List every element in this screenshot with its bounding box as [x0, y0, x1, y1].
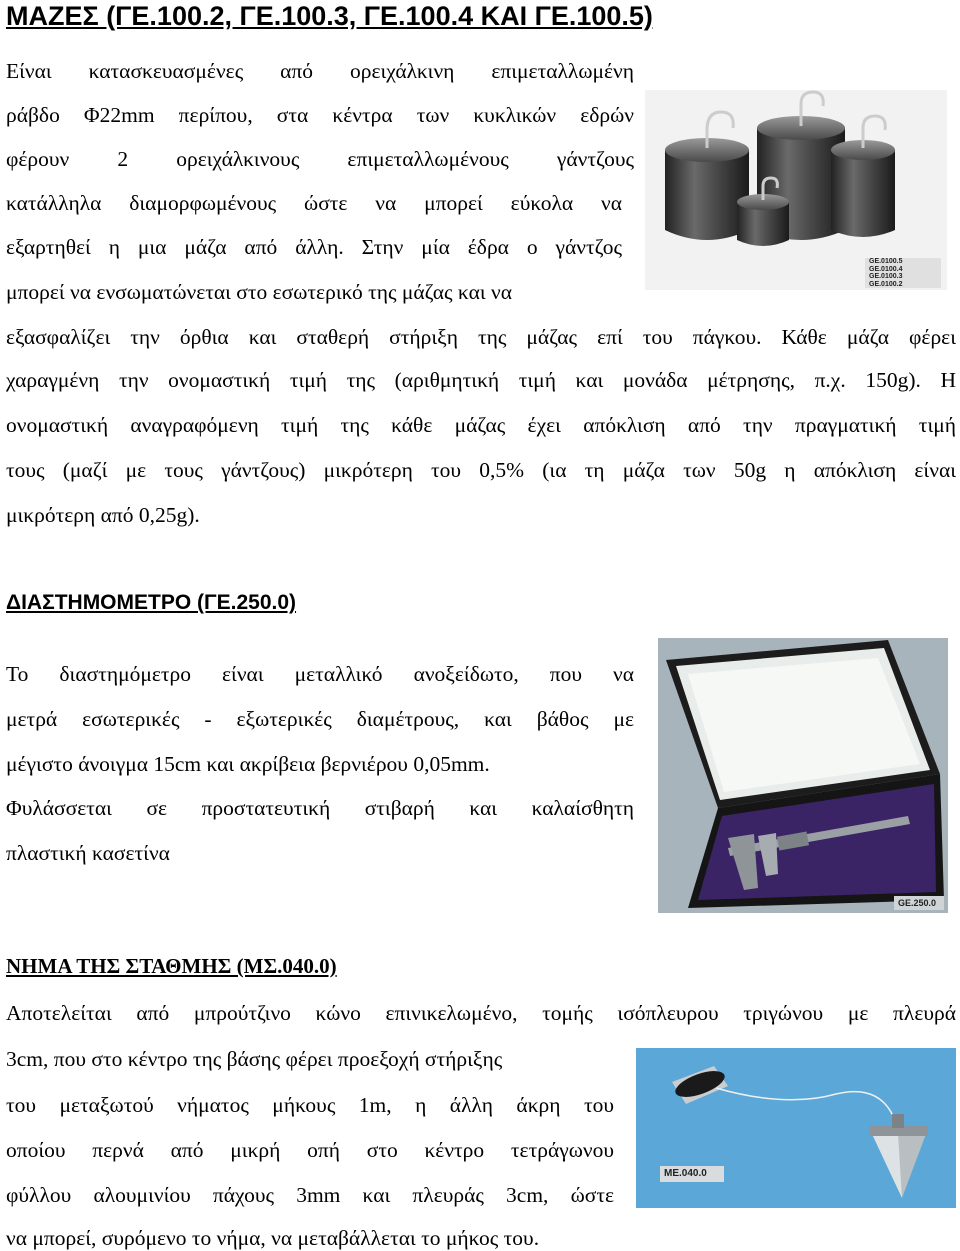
masses-photo — [645, 90, 947, 290]
paragraph-line: τους (μαζί με τους γάντζους) μικρότερη του 0,5% (ια τη μάζα των 50g η απόκλιση είναι — [6, 458, 956, 482]
paragraph-line: κατάλληλα διαμορφωμένους ώστε να μπορεί εύκολα να — [6, 191, 622, 215]
plumb-label: ME.040.0 — [664, 1168, 707, 1179]
paragraph-line: Είναι κατασκευασμένες από ορειχάλκινη επιμεταλλωμένη — [6, 59, 634, 83]
paragraph-line: εξαρτηθεί η μια μάζα από άλλη. Στην μία έδρα ο γάντζος — [6, 235, 622, 259]
section-heading-plumb: ΝΗΜΑ ΤΗΣ ΣΤΑΘΜΗΣ (ΜΣ.040.0) — [6, 954, 337, 978]
paragraph-line: οποίου περνά από μικρή οπή στο κέντρο τετράγωνου — [6, 1138, 614, 1162]
caliper-label: GE.250.0 — [898, 898, 937, 908]
paragraph-line: φέρουν 2 ορειχάλκινους επιμεταλλωμένους γάντζους — [6, 147, 634, 171]
section-heading-masses: ΜΑΖΕΣ (ΓΕ.100.2, ΓΕ.100.3, ΓΕ.100.4 ΚΑΙ ΓΕ.100.5) — [6, 1, 653, 31]
label-text: GE.0100.4 — [869, 265, 903, 273]
paragraph-line: Φυλάσσεται σε προστατευτική στιβαρή και καλαίσθητη — [6, 796, 634, 820]
paragraph-line: να μπορεί, συρόμενο το νήμα, να μεταβάλλεται το μήκος του. — [6, 1226, 540, 1250]
label-text: GE.0100.3 — [869, 273, 903, 280]
paragraph-line: ράβδο Φ22mm περίπου, στα κέντρα των κυκλικών εδρών — [6, 103, 634, 127]
paragraph-line: 3cm, που στο κέντρο της βάσης φέρει προεξοχή στήριξης — [6, 1047, 503, 1071]
paragraph-line: εξασφαλίζει την όρθια και σταθερή στήριξη της μάζας επί του πάγκου. Κάθε μάζα φέρει — [6, 325, 956, 349]
paragraph-line: χαραγμένη την ονομαστική τιμή της (αριθμητική τιμή και μονάδα μέτρησης, π.χ. 150g). Η — [6, 368, 956, 392]
section-heading-caliper: ΔΙΑΣΤΗΜΟΜΕΤΡΟ (ΓΕ.250.0) — [6, 591, 297, 614]
paragraph-line: πλαστική κασετίνα — [6, 841, 170, 865]
label-text: GE.0100.2 — [869, 280, 903, 288]
paragraph-line: μέγιστο άνοιγμα 15cm και ακρίβεια βερνιέρου 0,05mm. — [6, 752, 490, 776]
caliper-photo — [658, 638, 948, 913]
label-text: GE.0100.5 — [869, 258, 903, 265]
paragraph-line: Αποτελείται από μπρούτζινο κώνο επινικελωμένο, τομής ισόπλευρου τριγώνου με πλευρά — [6, 1001, 956, 1025]
paragraph-line: φύλλου αλουμινίου πάχους 3mm και πλευράς 3cm, ώστε — [6, 1183, 614, 1207]
plumb-bob-photo — [636, 1048, 956, 1208]
paragraph-line: μικρότερη από 0,25g). — [6, 503, 200, 527]
paragraph-line: Το διαστημόμετρο είναι μεταλλικό ανοξείδωτο, που να — [6, 662, 634, 686]
paragraph-line: ονομαστική αναγραφόμενη τιμή της κάθε μάζας έχει απόκλιση από την πραγματική τιμή — [6, 413, 956, 437]
paragraph-line: μετρά εσωτερικές - εξωτερικές διαμέτρους, και βάθος με — [6, 707, 634, 731]
paragraph-line: μπορεί να ενσωματώνεται στο εσωτερικό της μάζας και να — [6, 280, 512, 304]
masses-labels — [869, 258, 902, 288]
paragraph-line: του μεταξωτού νήματος μήκους 1m, η άλλη άκρη του — [6, 1093, 614, 1117]
